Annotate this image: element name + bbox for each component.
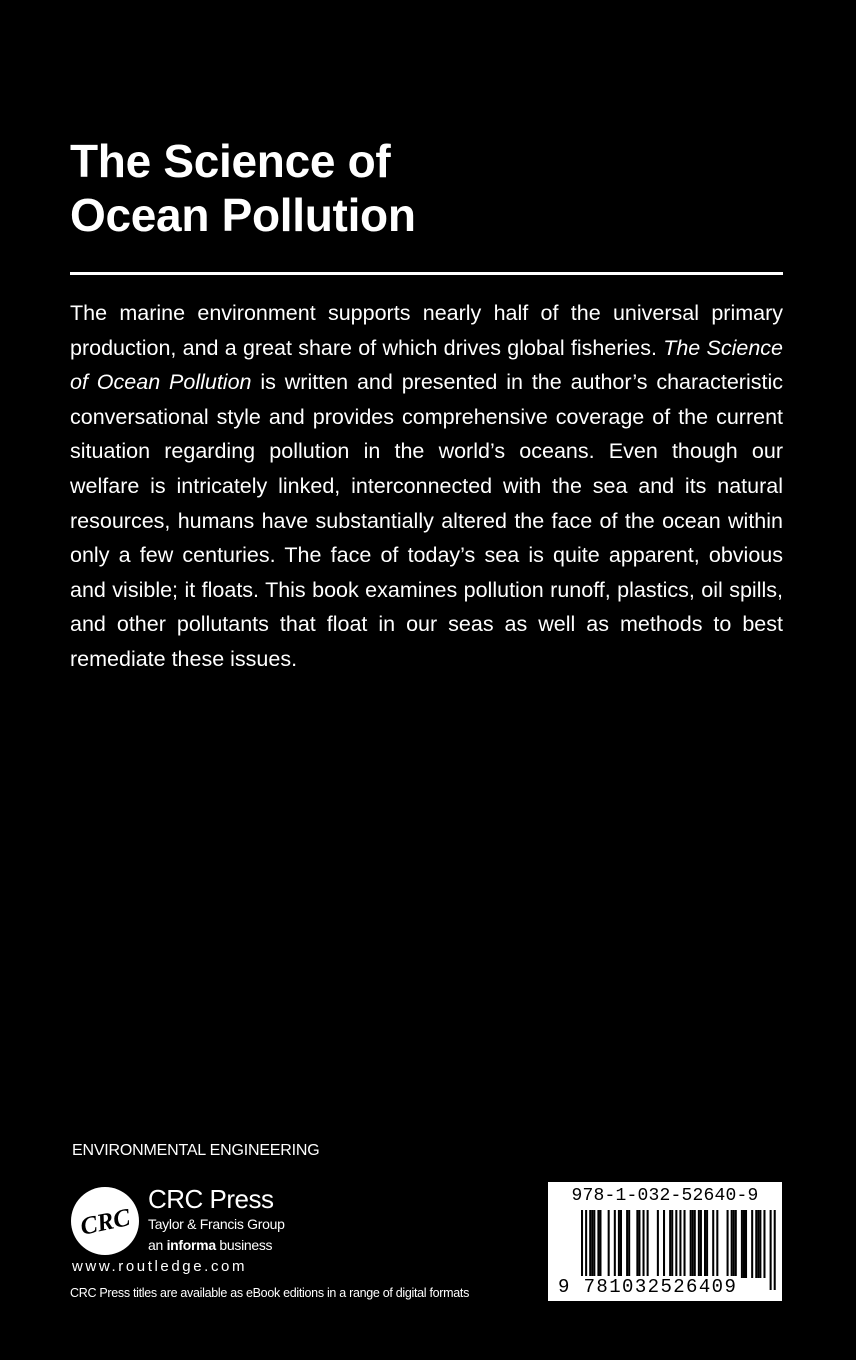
- barcode-guard-bar: [770, 1210, 772, 1290]
- blurb-text-start: The marine environment supports nearly half of the universal primary production, and a great share of which drives global fisheries.: [70, 301, 783, 360]
- barcode-bar: [663, 1210, 665, 1278]
- barcode-bar: [657, 1210, 659, 1278]
- barcode-bar: [712, 1210, 714, 1278]
- subject-category: ENVIRONMENTAL ENGINEERING: [72, 1142, 320, 1159]
- ebook-note: CRC Press titles are available as eBook editions in a range of digital formats: [70, 1286, 470, 1300]
- book-title: [70, 134, 770, 242]
- barcode-bar: [735, 1210, 737, 1278]
- isbn-barcode: [548, 1182, 782, 1301]
- barcode-bar: [620, 1210, 622, 1278]
- barcode-bar: [763, 1210, 765, 1278]
- barcode-bar: [706, 1210, 708, 1278]
- barcode-bar: [669, 1210, 671, 1278]
- barcode-bar: [636, 1210, 638, 1278]
- barcode-bar: [597, 1210, 599, 1278]
- barcode-first-digit: 9: [558, 1276, 571, 1298]
- barcode-bar: [614, 1210, 616, 1278]
- barcode-bar: [704, 1210, 706, 1278]
- barcode-bar: [727, 1210, 729, 1278]
- blurb-paragraph: [70, 296, 783, 677]
- barcode-bar: [743, 1210, 745, 1278]
- barcode-bar: [591, 1210, 593, 1278]
- barcode-bar: [671, 1210, 673, 1278]
- barcode-bar: [690, 1210, 692, 1278]
- barcode-bar: [731, 1210, 733, 1278]
- barcode-bar: [755, 1210, 757, 1278]
- barcode-right-digits: 526409: [660, 1276, 738, 1298]
- barcode-bar: [628, 1210, 630, 1278]
- blurb-text-end: is written and presented in the author’s characteristic conversational style and provides comprehensive coverage of the current situation regarding pollution in the world’s oceans. Even though our welfare is intricately linked, interconnected with the sea and its natural resources, humans have substantially altered the face of the ocean within only a few centuries. The face of today’s sea is quite apparent, obvious and visible; it floats. This book examines pollution runoff, plastics, oil spills, and other pollutants that float in our seas as well as methods to best remediate these issues.: [70, 370, 783, 671]
- barcode-bar: [647, 1210, 649, 1278]
- barcode-bar: [733, 1210, 735, 1278]
- barcode-bar: [638, 1210, 640, 1278]
- barcode-bar: [759, 1210, 761, 1278]
- crc-logo-text: CRC: [78, 1204, 133, 1241]
- publisher-group: Taylor & Francis Group: [148, 1216, 285, 1232]
- barcode-bar: [716, 1210, 718, 1278]
- crc-logo: [70, 1186, 140, 1256]
- barcode-left-digits: 781032: [583, 1276, 661, 1298]
- barcode-bar: [700, 1210, 702, 1278]
- barcode-guard-bar: [774, 1210, 776, 1290]
- isbn-number: 978-1-032-52640-9: [571, 1186, 759, 1206]
- barcode-bar: [599, 1210, 601, 1278]
- biz-bold: informa: [166, 1237, 216, 1253]
- barcode-bar: [745, 1210, 747, 1278]
- barcode-digits: [558, 1276, 737, 1298]
- publisher-website: www.routledge.com: [72, 1258, 248, 1275]
- barcode-bar: [694, 1210, 696, 1278]
- barcode-bar: [643, 1210, 645, 1278]
- title-line-1: The Science of: [70, 135, 391, 187]
- barcode-bar: [608, 1210, 610, 1278]
- barcode-bar: [741, 1210, 743, 1278]
- barcode-bar: [684, 1210, 686, 1278]
- barcode-bar: [593, 1210, 595, 1278]
- biz-suffix: business: [215, 1237, 273, 1253]
- barcode-bar: [757, 1210, 759, 1278]
- barcode-bar: [751, 1210, 753, 1278]
- publisher-name: CRC Press: [148, 1184, 274, 1214]
- barcode-bar: [589, 1210, 591, 1278]
- publisher-business: [148, 1237, 272, 1253]
- barcode-bar: [626, 1210, 628, 1278]
- biz-prefix: an: [148, 1237, 167, 1253]
- barcode-bar: [698, 1210, 700, 1278]
- barcode-bar: [618, 1210, 620, 1278]
- title-line-2: Ocean Pollution: [70, 189, 416, 241]
- title-divider: [70, 272, 783, 275]
- barcode-bar: [692, 1210, 694, 1278]
- blurb-italic-title: The Science of Ocean Pollution: [70, 335, 783, 395]
